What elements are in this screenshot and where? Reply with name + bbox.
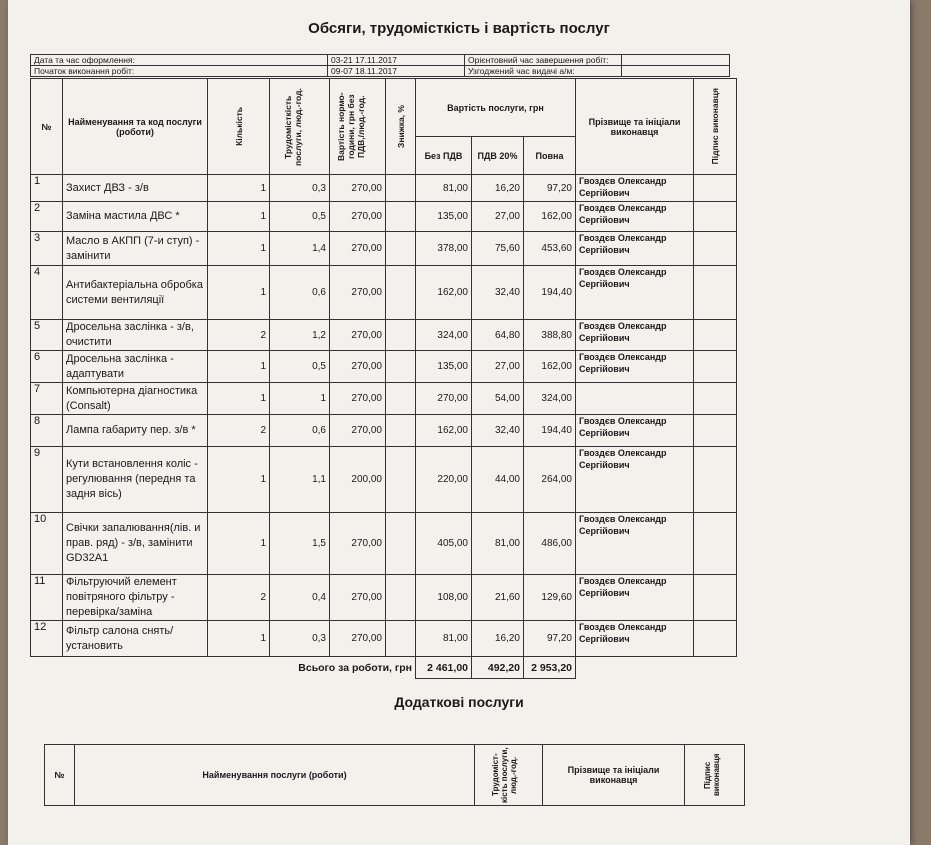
extra-header-executor: Прізвище та ініціали виконавця: [543, 745, 685, 806]
row-executor: Гвоздєв Олександр Сергійович: [576, 447, 694, 513]
row-vat: 27,00: [472, 351, 524, 383]
row-rate: 270,00: [330, 383, 386, 415]
row-labor: 0,5: [270, 202, 330, 232]
row-full: 194,40: [524, 266, 576, 320]
start-label: Початок виконання робіт:: [31, 66, 328, 77]
row-name: Свічки запалювання(лів. и прав. ряд) - з/в, замінити GD32A1: [63, 513, 208, 575]
row-full: 97,20: [524, 175, 576, 202]
row-executor: Гвоздєв Олександр Сергійович: [576, 266, 694, 320]
row-name: Дросельна заслінка - адаптувати: [63, 351, 208, 383]
table-row: [31, 202, 737, 232]
row-full: 162,00: [524, 202, 576, 232]
row-name: Кути встановлення коліс - регулювання (передня та задня вісь): [63, 447, 208, 513]
row-name: Антибактеріальна обробка системи вентиляції: [63, 266, 208, 320]
row-executor: Гвоздєв Олександр Сергійович: [576, 232, 694, 266]
header-vat: ПДВ 20%: [472, 137, 524, 175]
row-executor: Гвоздєв Олександр Сергійович: [576, 320, 694, 351]
row-signature: [694, 621, 737, 657]
row-discount: [386, 175, 416, 202]
extra-header-signature: Підпис виконавця: [685, 745, 745, 806]
row-no-vat: 378,00: [416, 232, 472, 266]
header-discount: Знижка, %: [386, 79, 416, 175]
row-vat: 21,60: [472, 575, 524, 621]
row-signature: [694, 320, 737, 351]
header-signature: Підпис виконавця: [694, 79, 737, 175]
row-rate: 270,00: [330, 621, 386, 657]
row-no-vat: 270,00: [416, 383, 472, 415]
row-discount: [386, 415, 416, 447]
header-no: №: [31, 79, 63, 175]
row-no-vat: 220,00: [416, 447, 472, 513]
document-sheet: [8, 0, 910, 845]
row-vat: 64,80: [472, 320, 524, 351]
header-no-vat: Без ПДВ: [416, 137, 472, 175]
row-labor: 0,4: [270, 575, 330, 621]
row-rate: 270,00: [330, 351, 386, 383]
row-no: 10: [31, 513, 63, 575]
row-no: 1: [31, 175, 63, 202]
row-labor: 0,6: [270, 266, 330, 320]
table-row: [31, 447, 737, 513]
row-discount: [386, 621, 416, 657]
table-row: [31, 575, 737, 621]
row-vat: 32,40: [472, 415, 524, 447]
row-name: Масло в АКПП (7-и ступ) - замінити: [63, 232, 208, 266]
row-discount: [386, 351, 416, 383]
row-full: 162,00: [524, 351, 576, 383]
row-signature: [694, 232, 737, 266]
table-row: [31, 513, 737, 575]
row-qty: 1: [208, 175, 270, 202]
row-discount: [386, 575, 416, 621]
row-no: 8: [31, 415, 63, 447]
row-no: 2: [31, 202, 63, 232]
table-row: [31, 415, 737, 447]
row-rate: 270,00: [330, 415, 386, 447]
row-vat: 16,20: [472, 175, 524, 202]
row-executor: Гвоздєв Олександр Сергійович: [576, 575, 694, 621]
row-name: Дросельна заслінка - з/в, очистити: [63, 320, 208, 351]
header-labor: Трудомісткість послуги, люд.-год.: [270, 79, 330, 175]
row-no: 7: [31, 383, 63, 415]
row-vat: 27,00: [472, 202, 524, 232]
row-vat: 44,00: [472, 447, 524, 513]
row-signature: [694, 175, 737, 202]
row-rate: 270,00: [330, 575, 386, 621]
row-executor: Гвоздєв Олександр Сергійович: [576, 415, 694, 447]
table-row: [31, 383, 737, 415]
date-label: Дата та час оформлення:: [31, 55, 328, 66]
row-qty: 1: [208, 266, 270, 320]
row-name: Фільтруючий елемент повітряного фільтру - перевірка/заміна: [63, 575, 208, 621]
row-rate: 270,00: [330, 202, 386, 232]
row-no-vat: 135,00: [416, 351, 472, 383]
row-vat: 81,00: [472, 513, 524, 575]
row-no: 4: [31, 266, 63, 320]
row-labor: 1,1: [270, 447, 330, 513]
row-signature: [694, 351, 737, 383]
row-signature: [694, 202, 737, 232]
row-rate: 270,00: [330, 320, 386, 351]
row-discount: [386, 202, 416, 232]
row-full: 486,00: [524, 513, 576, 575]
row-labor: 1,2: [270, 320, 330, 351]
table-row: [31, 266, 737, 320]
header-name: Найменування та код послуги (роботи): [63, 79, 208, 175]
row-name: Захист ДВЗ - з/в: [63, 175, 208, 202]
row-qty: 2: [208, 415, 270, 447]
row-executor: Гвоздєв Олександр Сергійович: [576, 175, 694, 202]
row-labor: 0,3: [270, 621, 330, 657]
row-full: 129,60: [524, 575, 576, 621]
row-labor: 0,3: [270, 175, 330, 202]
header-cost-group: Вартість послуги, грн: [416, 79, 576, 137]
order-meta-table: [30, 54, 730, 77]
services-table: [30, 78, 737, 679]
row-signature: [694, 383, 737, 415]
row-signature: [694, 447, 737, 513]
row-name: Компьютерна діагностика (Consalt): [63, 383, 208, 415]
totals-full: 2 953,20: [524, 657, 576, 679]
row-no: 9: [31, 447, 63, 513]
row-discount: [386, 232, 416, 266]
eta-label: Орієнтовний час завершення робіт:: [465, 55, 622, 66]
row-rate: 270,00: [330, 513, 386, 575]
agreed-label: Узгоджений час видачі а/м:: [465, 66, 622, 77]
table-row: [31, 621, 737, 657]
row-no-vat: 81,00: [416, 175, 472, 202]
row-rate: 270,00: [330, 175, 386, 202]
row-qty: 1: [208, 232, 270, 266]
row-qty: 1: [208, 621, 270, 657]
date-value: 03-21 17.11.2017: [328, 55, 465, 66]
row-rate: 270,00: [330, 232, 386, 266]
row-labor: 1,4: [270, 232, 330, 266]
row-qty: 2: [208, 320, 270, 351]
row-vat: 54,00: [472, 383, 524, 415]
row-vat: 16,20: [472, 621, 524, 657]
extra-services-title: Додаткові послуги: [394, 694, 524, 710]
extra-header-no: №: [45, 745, 75, 806]
row-executor: Гвоздєв Олександр Сергійович: [576, 513, 694, 575]
extra-header-labor: Трудоміст-кість послуги, люд.-год.: [475, 745, 543, 806]
header-full: Повна: [524, 137, 576, 175]
totals-no-vat: 2 461,00: [416, 657, 472, 679]
table-row: [31, 351, 737, 383]
row-full: 453,60: [524, 232, 576, 266]
row-discount: [386, 383, 416, 415]
eta-value: [622, 55, 730, 66]
row-rate: 270,00: [330, 266, 386, 320]
row-qty: 2: [208, 575, 270, 621]
row-discount: [386, 320, 416, 351]
row-no-vat: 108,00: [416, 575, 472, 621]
row-full: 97,20: [524, 621, 576, 657]
row-no: 6: [31, 351, 63, 383]
row-labor: 1: [270, 383, 330, 415]
row-executor: Гвоздєв Олександр Сергійович: [576, 202, 694, 232]
agreed-value: [622, 66, 730, 77]
row-no: 5: [31, 320, 63, 351]
row-full: 264,00: [524, 447, 576, 513]
row-no-vat: 135,00: [416, 202, 472, 232]
row-labor: 1,5: [270, 513, 330, 575]
header-executor: Прізвище та ініціали виконавця: [576, 79, 694, 175]
row-name: Лампа габариту пер. з/в *: [63, 415, 208, 447]
row-full: 324,00: [524, 383, 576, 415]
row-no-vat: 324,00: [416, 320, 472, 351]
row-full: 388,80: [524, 320, 576, 351]
row-executor: Гвоздєв Олександр Сергійович: [576, 351, 694, 383]
row-labor: 0,5: [270, 351, 330, 383]
row-no-vat: 162,00: [416, 266, 472, 320]
services-body: [31, 175, 737, 657]
row-signature: [694, 266, 737, 320]
header-norm-cost: Вартість нормо-години, грн без ПДВ,/люд.-год.: [330, 79, 386, 175]
table-row: [31, 175, 737, 202]
row-discount: [386, 447, 416, 513]
table-row: [31, 320, 737, 351]
row-qty: 1: [208, 513, 270, 575]
row-name: Заміна мастила ДВС *: [63, 202, 208, 232]
row-qty: 1: [208, 351, 270, 383]
row-labor: 0,6: [270, 415, 330, 447]
row-no: 12: [31, 621, 63, 657]
row-no-vat: 162,00: [416, 415, 472, 447]
row-discount: [386, 266, 416, 320]
page-title: Обсяги, трудомісткість і вартість послуг: [308, 20, 610, 37]
row-no-vat: 405,00: [416, 513, 472, 575]
totals-row: [31, 657, 737, 679]
extra-services-table: [44, 744, 745, 806]
row-discount: [386, 513, 416, 575]
row-signature: [694, 575, 737, 621]
row-no: 3: [31, 232, 63, 266]
row-signature: [694, 415, 737, 447]
row-full: 194,40: [524, 415, 576, 447]
row-qty: 1: [208, 202, 270, 232]
totals-vat: 492,20: [472, 657, 524, 679]
extra-header-name: Найменування послуги (роботи): [75, 745, 475, 806]
row-signature: [694, 513, 737, 575]
row-rate: 200,00: [330, 447, 386, 513]
row-qty: 1: [208, 383, 270, 415]
totals-label: Всього за роботи, грн: [298, 661, 412, 674]
row-executor: [576, 383, 694, 415]
row-vat: 75,60: [472, 232, 524, 266]
row-executor: Гвоздєв Олександр Сергійович: [576, 621, 694, 657]
row-no: 11: [31, 575, 63, 621]
row-qty: 1: [208, 447, 270, 513]
row-name: Фільтр салона снять/установить: [63, 621, 208, 657]
start-value: 09-07 18.11.2017: [328, 66, 465, 77]
table-row: [31, 232, 737, 266]
row-vat: 32,40: [472, 266, 524, 320]
row-no-vat: 81,00: [416, 621, 472, 657]
header-qty: Кількість: [208, 79, 270, 175]
